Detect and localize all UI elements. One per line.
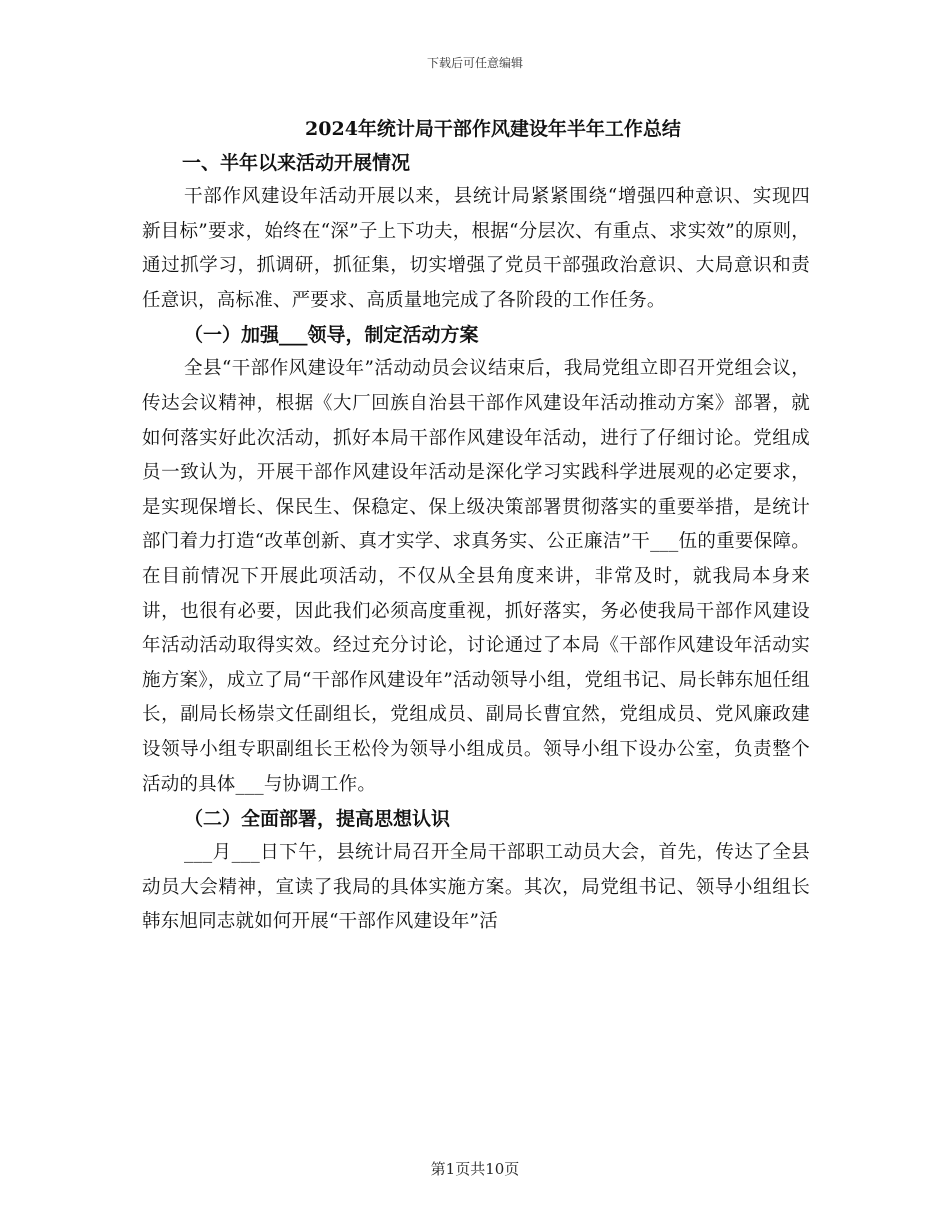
page-number: 第1页共10页 xyxy=(430,1160,520,1178)
subsection-heading-1: （一）加强___领导，制定活动方案 xyxy=(184,324,479,347)
page-header-note: 下载后可任意编辑 xyxy=(426,56,523,70)
section-1-paragraph: 干部作风建设年活动开展以来，县统计局紧紧围绕“增强四种意识、实现四新目标”要求，始终在“深”子上下功夫，根据“分层次、有重点、求实效”的原则，通过抓学习，抓调研，抓征集，切实增强了党员干部强政治意识、大局意识和责任意识，高标准、严要求、高质量地完成了各阶段的工作任务。 xyxy=(142,186,810,311)
section-heading-1: 一、半年以来活动开展情况 xyxy=(182,152,411,174)
subsection-heading-2: （二）全面部署，提高思想认识 xyxy=(184,808,451,831)
subsection-2-paragraph: ___月___日下午，县统计局召开全局干部职工动员大会，首先，传达了全县动员大会精神，宣读了我局的具体实施方案。其次，局党组书记、领导小组组长韩东旭同志就如何开展“干部作风建设年”活 xyxy=(142,842,810,933)
document-title: 2024年统计局干部作风建设年半年工作总结 xyxy=(305,118,681,140)
subsection-1-paragraph: 全县“干部作风建设年”活动动员会议结束后，我局党组立即召开党组会议，传达会议精神，根据《大厂回族自治县干部作风建设年活动推动方案》部署，就如何落实好此次活动，抓好本局干部作风建设年活动，进行了仔细讨论。党组成员一致认为，开展干部作风建设年活动是深化学习实践科学进展观的必定要求，是实现保增长、保民生、保稳定、保上级决策部署贯彻落实的重要举措，是统计部门着力打造“改革创新、真才实学、求真务实、公正廉洁”干___伍的重要保障。在目前情况下开展此项活动，不仅从全县角度来讲，非常及时，就我局本身来讲，也很有必要，因此我们必须高度重视，抓好落实，务必使我局干部作风建设年活动活动取得实效。经过充分讨论，讨论通过了本局《干部作风建设年活动实施方案》，成立了局“干部作风建设年”活动领导小组，党组书记、局长韩东旭任组长，副局长杨崇文任副组长，党组成员、副局长曹宜然，党组成员、党风廉政建设领导小组专职副组长王松伶为领导小组成员。领导小组下设办公室，负责整个活动的具体___与协调工作。 xyxy=(142,358,810,795)
document-body xyxy=(142,112,810,940)
